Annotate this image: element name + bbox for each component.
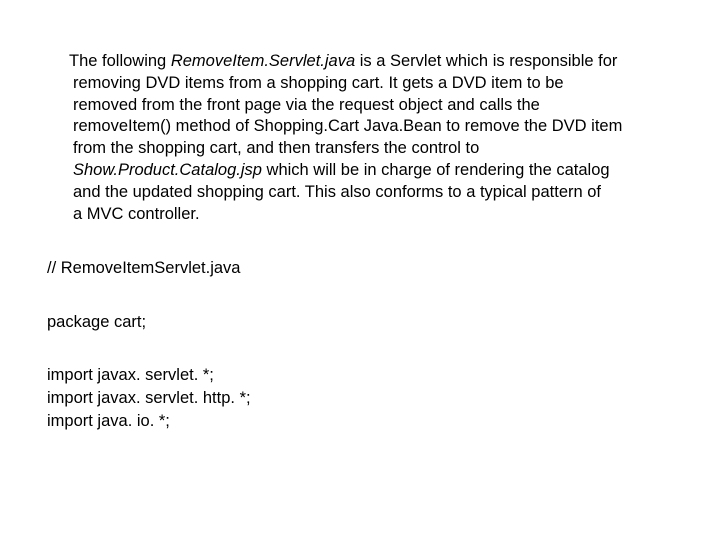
intro-line-3: removed from the front page via the request object and calls the (73, 95, 540, 114)
code-comment: // RemoveItemServlet.java (47, 259, 241, 277)
intro-line-2: removing DVD items from a shopping cart. It gets a DVD item to be (73, 73, 564, 92)
intro-text: which will be in charge of rendering the catalog (261, 160, 610, 179)
intro-line-7: and the updated shopping cart. This also conforms to a typical pattern of (73, 182, 602, 201)
intro-line-8: a MVC controller. (73, 204, 200, 223)
intro-text: is a Servlet which is responsible for (355, 52, 618, 70)
code-import-servlet: import javax. servlet. *; (47, 366, 214, 384)
code-import-http: import javax. servlet. http. *; (47, 389, 251, 407)
intro-text: The following (69, 52, 171, 70)
code-package: package cart; (47, 313, 147, 331)
intro-line-1 (69, 51, 683, 73)
intro-paragraph (69, 51, 683, 225)
servlet-file-name: RemoveItem.Servlet.java (170, 52, 356, 70)
intro-line-5: from the shopping cart, and then transfers the control to (73, 139, 480, 158)
intro-line-4: removeItem() method of Shopping.Cart Java.Bean to remove the DVD item (73, 117, 623, 136)
jsp-file-name: Show.Product.Catalog.jsp (73, 160, 262, 179)
code-import-io: import java. io. *; (47, 412, 170, 430)
intro-line-6 (73, 160, 683, 182)
